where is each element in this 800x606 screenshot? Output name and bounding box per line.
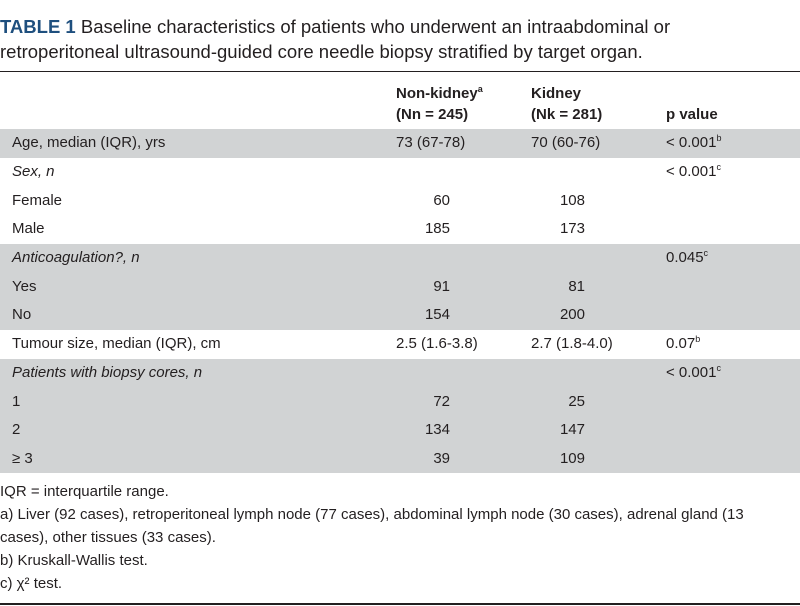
table-row [0, 416, 800, 445]
pvalue-text: 0.045 [666, 249, 704, 267]
table-body [0, 129, 800, 473]
footnote: a) Liver (92 cases), retroperitoneal lymph node (77 cases), abdominal lymph node (30 cases), adrenal gland (13 cases), other tissues (33 cases). [0, 506, 744, 546]
cell-kidney [531, 215, 666, 244]
cell-value: 108 [559, 191, 585, 209]
row-label: Age, median (IQR), yrs [0, 129, 396, 158]
cell-kidney [531, 416, 666, 445]
cell-pvalue [666, 215, 800, 244]
cell-value: 134 [424, 421, 450, 439]
cell-nonkidney [396, 158, 531, 187]
cell-value: 173 [559, 220, 585, 238]
cell-value: 2.5 (1.6-3.8) [396, 335, 478, 353]
row-label: Anticoagulation?, n [0, 244, 396, 273]
baseline-table [0, 80, 800, 473]
pvalue-footnote-marker: c [716, 362, 721, 373]
row-label: Male [12, 220, 45, 238]
cell-value: 185 [424, 220, 450, 238]
table-row [0, 387, 800, 416]
bottom-rule [0, 603, 800, 605]
footnote: b) Kruskall-Wallis test. [0, 552, 148, 569]
cell-pvalue [666, 272, 800, 301]
footnote: IQR = interquartile range. [0, 483, 169, 500]
cell-nonkidney [396, 359, 531, 388]
row-label: Patients with biopsy cores, n [0, 359, 396, 388]
pvalue-text: < 0.001 [666, 163, 717, 181]
cell-value: 200 [559, 306, 585, 324]
cell-value: 147 [559, 421, 585, 439]
table-row [0, 129, 800, 158]
row-label: Female [12, 191, 63, 209]
cell-value: 73 (67-78) [396, 134, 466, 152]
cell-value: 109 [559, 449, 585, 467]
cell-nonkidney [396, 330, 531, 359]
table-row [0, 445, 800, 474]
cell-nonkidney [396, 445, 531, 474]
table-row [0, 215, 800, 244]
pvalue-text: 0.07 [666, 335, 696, 353]
cell-pvalue [666, 359, 800, 388]
header-nonkidney: Non-kidney$^a$ (Nn = 245) [396, 84, 483, 123]
table-row [0, 244, 800, 273]
cell-kidney [531, 301, 666, 330]
cell-pvalue [666, 129, 800, 158]
row-label: Sex, n [12, 163, 55, 181]
cell-value: 39 [433, 449, 450, 467]
cell-pvalue [666, 301, 800, 330]
pvalue-footnote-marker: b [716, 133, 722, 144]
footnotes [0, 480, 790, 595]
cell-value: 70 (60-76) [531, 134, 601, 152]
cell-value: 60 [433, 191, 450, 209]
cell-kidney [531, 445, 666, 474]
table-row [0, 359, 800, 388]
pvalue-text: < 0.001 [666, 363, 717, 381]
caption-text: Baseline characteristics of patients who underwent an intraabdominal or retroperitoneal ultrasound-guided core needle biopsy stratified by target organ. [0, 16, 671, 62]
row-label: 2 [0, 416, 396, 445]
cell-pvalue [666, 186, 800, 215]
table-number: TABLE 1 [0, 16, 76, 37]
cell-nonkidney [396, 215, 531, 244]
table-row [0, 158, 800, 187]
table-header [0, 80, 800, 129]
pvalue-text: < 0.001 [666, 134, 717, 152]
cell-value: 25 [568, 392, 585, 410]
pvalue-footnote-marker: b [695, 334, 701, 345]
cell-value: 2.7 (1.8-4.0) [531, 335, 613, 353]
cell-pvalue [666, 445, 800, 474]
table-row [0, 186, 800, 215]
top-rule [0, 71, 800, 72]
table-row [0, 272, 800, 301]
cell-nonkidney [396, 186, 531, 215]
row-label: No [0, 301, 396, 330]
cell-kidney [531, 359, 666, 388]
table-row [0, 330, 800, 359]
header-kidney: Kidney (Nk = 281) [531, 85, 603, 123]
footnote: c) χ² test. [0, 575, 63, 592]
cell-pvalue [666, 244, 800, 273]
cell-pvalue [666, 387, 800, 416]
cell-nonkidney [396, 387, 531, 416]
cell-kidney [531, 158, 666, 187]
row-label: ≥ 3 [0, 445, 396, 474]
cell-pvalue [666, 158, 800, 187]
cell-kidney [531, 387, 666, 416]
cell-nonkidney [396, 301, 531, 330]
cell-value: 81 [568, 277, 585, 295]
cell-pvalue [666, 416, 800, 445]
table-caption [0, 14, 790, 64]
row-label: Tumour size, median (IQR), cm [12, 335, 221, 353]
header-label-column [0, 80, 396, 129]
cell-pvalue [666, 330, 800, 359]
row-label: 1 [0, 387, 396, 416]
pvalue-footnote-marker: c [703, 248, 709, 259]
cell-kidney [531, 129, 666, 158]
cell-nonkidney [396, 272, 531, 301]
header-pvalue: p value [666, 106, 718, 123]
cell-nonkidney [396, 416, 531, 445]
cell-value: 91 [433, 277, 450, 295]
cell-nonkidney [396, 129, 531, 158]
cell-nonkidney [396, 244, 531, 273]
cell-kidney [531, 330, 666, 359]
pvalue-footnote-marker: c [716, 162, 721, 173]
table-row [0, 301, 800, 330]
row-label: Yes [0, 272, 396, 301]
cell-kidney [531, 244, 666, 273]
cell-value: 154 [424, 306, 450, 324]
cell-kidney [531, 186, 666, 215]
cell-kidney [531, 272, 666, 301]
cell-value: 72 [433, 392, 450, 410]
